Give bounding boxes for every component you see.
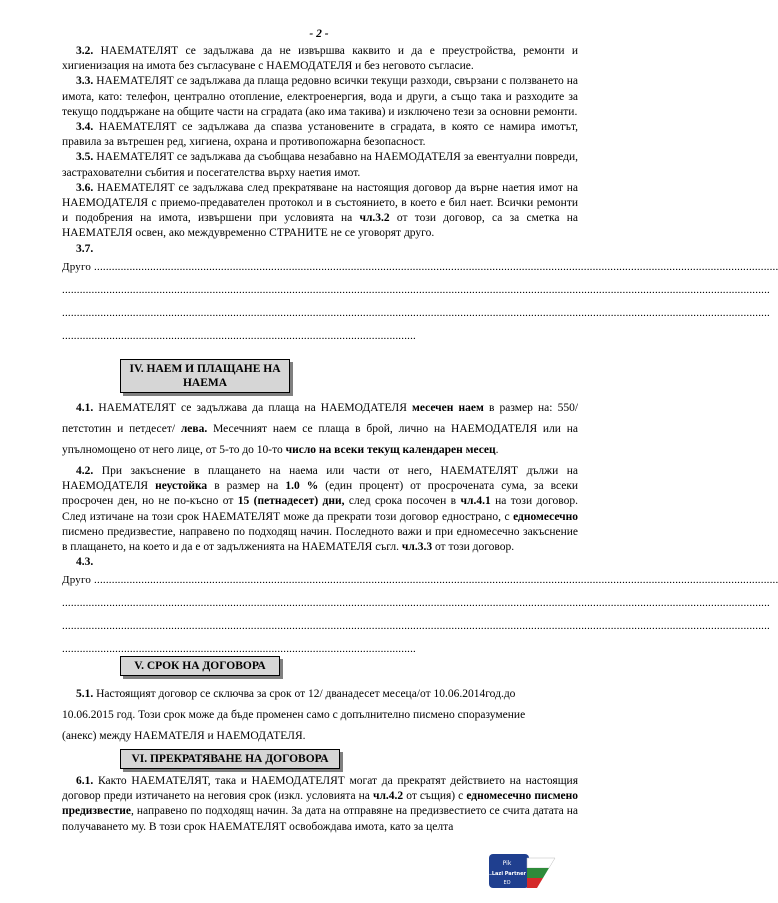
clause-5-1-cont: (анекс) между НАЕМАТЕЛЯ и НАЕМОДАТЕЛЯ. (62, 730, 306, 742)
section-5-text (62, 684, 578, 747)
logo-text-3: EO (503, 880, 511, 886)
other-fill-line-3: Друго ........................................................................................................................................................................................................................................ (62, 260, 778, 273)
clause-6-1: 6.1. Както НАЕМАТЕЛЯТ, така и НАЕМОДАТЕЛЯТ могат да прекратят действието на настоящия договор преди изтичането на неговия срок (изкл. условията на чл.4.2 от същия) с едномесечно писмено предизвестие, направено по подходящ начин. За дата на отправяне на предизвестието се счита датата на получаването му. В този срок НАЕМАТЕЛЯТ освобождава имота, като за целта (62, 775, 579, 833)
company-logo (487, 852, 559, 892)
blank-fill-line: ................................................................................................................................................................................................................................................ (62, 620, 770, 633)
blank-fill-line: ........................................................................................................................ (62, 329, 416, 342)
clause-5-1-cont: 10.06.2015 год. Този срок може да бъде променен само с допълнително писмено споразумение (62, 709, 526, 721)
flag-red-icon (527, 878, 543, 888)
clause-3-3: 3.3. НАЕМАТЕЛЯТ се задължава да плаща редовно всички текущи разходи, свързани с ползването на имота, като: телефон, централно отопление, електроенергия, вода и други, а също така и разходите за текущо поддържане на общите части на сградата (ако има такива) и изключено тези за основни ремонти. (62, 75, 579, 118)
blank-fill-line: ........................................................................................................................ (62, 643, 416, 656)
flag-green-icon (527, 868, 549, 878)
page-number: - 2 - (309, 28, 329, 40)
clause-4-3: 4.3. (76, 556, 94, 569)
flag-white-icon (527, 858, 555, 868)
logo-text-2: ..Lazi Partner (488, 871, 526, 877)
clause-4-1: 4.1. НАЕМАТЕЛЯТ се задължава да плаща на НАЕМОДАТЕЛЯ месечен наем в размер на: 550/петстотин и петдесет/ лева. Месечният наем се плаща в брой, лично на НАЕМОДАТЕЛЯ или на упълномощено от него лице, от 5-то до 10-то число на всеки текущ календарен месец. (62, 402, 579, 456)
other-fill-line-4: Друго ........................................................................................................................................................................................................................................ (62, 574, 778, 587)
section-6-text (62, 774, 578, 835)
section-3-text (62, 44, 778, 344)
section-5-heading: V. СРОК НА ДОГОВОРА (62, 656, 280, 676)
clause-3-5: 3.5. НАЕМАТЕЛЯТ се задължава да съобщава незабавно на НАЕМОДАТЕЛЯ за евентуални повреди, застрахователни събития и посегателства върху наетия имот. (62, 151, 579, 179)
clause-3-7: 3.7. (76, 242, 94, 255)
clause-5-1: 5.1. Настоящият договор се сключва за срок от 12/ дванадесет месеца/от 10.06.2014год.до (76, 688, 516, 700)
clause-3-4: 3.4. НАЕМАТЕЛЯТ се задължава да спазва установените в сградата, в която се намира имотът, правила за вътрешен ред, хигиена, охрана и противопожарна безопасност. (62, 121, 579, 149)
section-4-heading: IV. НАЕМ И ПЛАЩАНЕ НА НАЕМА (62, 359, 290, 393)
section-4-text (62, 398, 778, 657)
section-6-heading: VI. ПРЕКРАТЯВАНЕ НА ДОГОВОРА (62, 749, 340, 769)
clause-4-2: 4.2. При закъснение в плащането на наема или части от него, НАЕМАТЕЛЯТ дължи на НАЕМОДАТЕЛЯ неустойка в размер на 1.0 % (един процент) от просрочената сума, за всеки просрочен ден, но не по-късно от 15 (петнадесет) дни, след срока посочен в чл.4.1 на този договор. След изтичане на този срок НАЕМАТЕЛЯТ може да прекрати този договор еднострано, с едномесечно писмено предизвестие, направено по подходящ начин. Последното важи и при едномесечно закъснение в плащането, на което и да е от задълженията на НАЕМАТЕЛЯ съгл. чл.3.3 от този договор. (62, 465, 579, 554)
clause-3-2: 3.2. НАЕМАТЕЛЯТ се задължава да не извършва каквито и да е преустройства, ремонти и хигиенизация на имота без съгласуване с НАЕМОДАТЕЛЯ и без неговото съгласие. (62, 45, 579, 73)
blank-fill-line: ................................................................................................................................................................................................................................................ (62, 283, 770, 296)
logo-text-1: Pik (502, 860, 512, 867)
clause-3-6: 3.6. НАЕМАТЕЛЯТ се задължава след прекратяване на настоящия договор да върне наетия имот на НАЕМОДАТЕЛЯ с приемо-предавателен протокол и в състоянието, в което е бил нает. Всички ремонти и подобрения на имота, извършени при условията на чл.3.2 от този договор, са за сметка на НАЕМАТЕЛЯ освен, ако междувременно СТРАНИТЕ не се уговорят друго. (62, 181, 578, 240)
blank-fill-line: ................................................................................................................................................................................................................................................ (62, 597, 770, 610)
blank-fill-line: ................................................................................................................................................................................................................................................ (62, 306, 770, 319)
